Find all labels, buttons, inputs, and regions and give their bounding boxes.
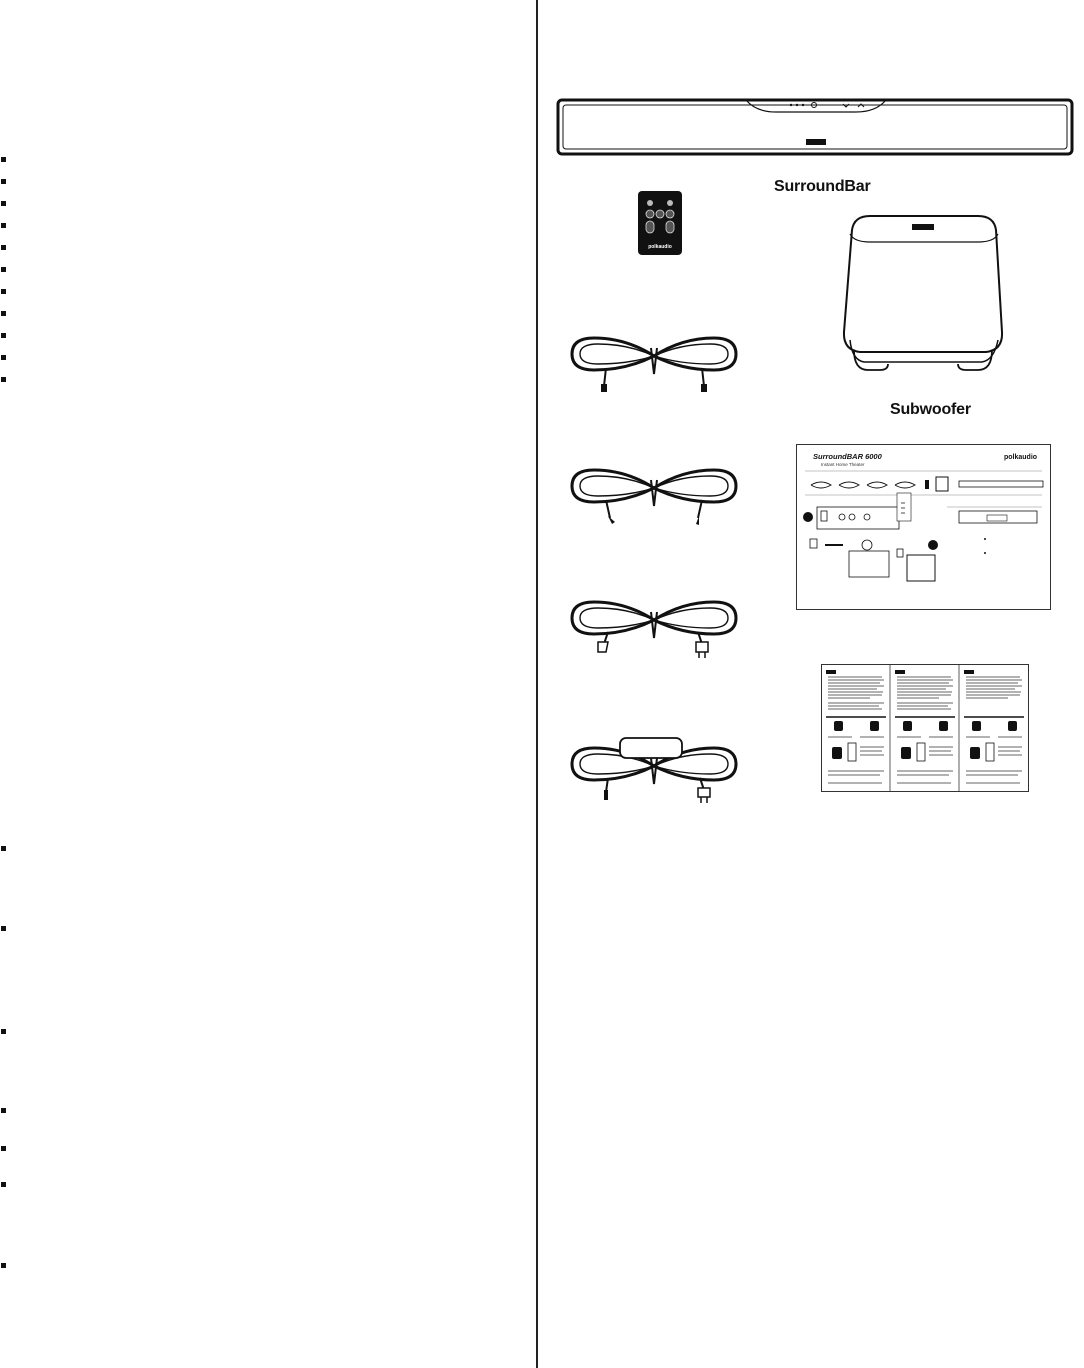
list-bullet <box>1 289 6 294</box>
quick-start-diagram <box>797 445 1050 609</box>
list-bullet <box>1 1146 6 1151</box>
power-cord-illustration <box>566 596 742 666</box>
list-bullet <box>1 157 6 162</box>
svg-text:Instant Home Theater: Instant Home Theater <box>821 462 865 467</box>
list-bullet <box>1 179 6 184</box>
column-divider <box>536 0 538 1368</box>
list-bullet <box>1 846 6 851</box>
instruction-sheet-diagram <box>822 665 1028 791</box>
instruction-sheet <box>821 664 1029 792</box>
quick-start-guide <box>796 444 1051 610</box>
power-adapter-illustration <box>566 736 742 808</box>
list-bullet <box>1 1263 6 1268</box>
audio-cable-illustration <box>566 464 742 530</box>
svg-text:polkaudio: polkaudio <box>648 244 672 250</box>
svg-text:polkaudio: polkaudio <box>1004 454 1038 461</box>
list-bullet <box>1 267 6 272</box>
subwoofer-label: Subwoofer <box>890 401 971 418</box>
list-bullet <box>1 201 6 206</box>
list-bullet <box>1 223 6 228</box>
list-bullet <box>1 311 6 316</box>
optical-cable-illustration <box>566 330 742 396</box>
list-bullet <box>1 1182 6 1187</box>
remote-illustration <box>636 190 684 256</box>
list-bullet <box>1 926 6 931</box>
subwoofer-illustration <box>840 212 1006 384</box>
list-bullet <box>1 333 6 338</box>
surroundbar-illustration <box>556 96 1074 158</box>
svg-text:SurroundBAR 6000: SurroundBAR 6000 <box>813 452 882 461</box>
list-bullet <box>1 377 6 382</box>
list-bullet <box>1 355 6 360</box>
list-bullet <box>1 245 6 250</box>
list-bullet <box>1 1108 6 1113</box>
surroundbar-label: SurroundBar <box>774 178 871 195</box>
list-bullet <box>1 1029 6 1034</box>
